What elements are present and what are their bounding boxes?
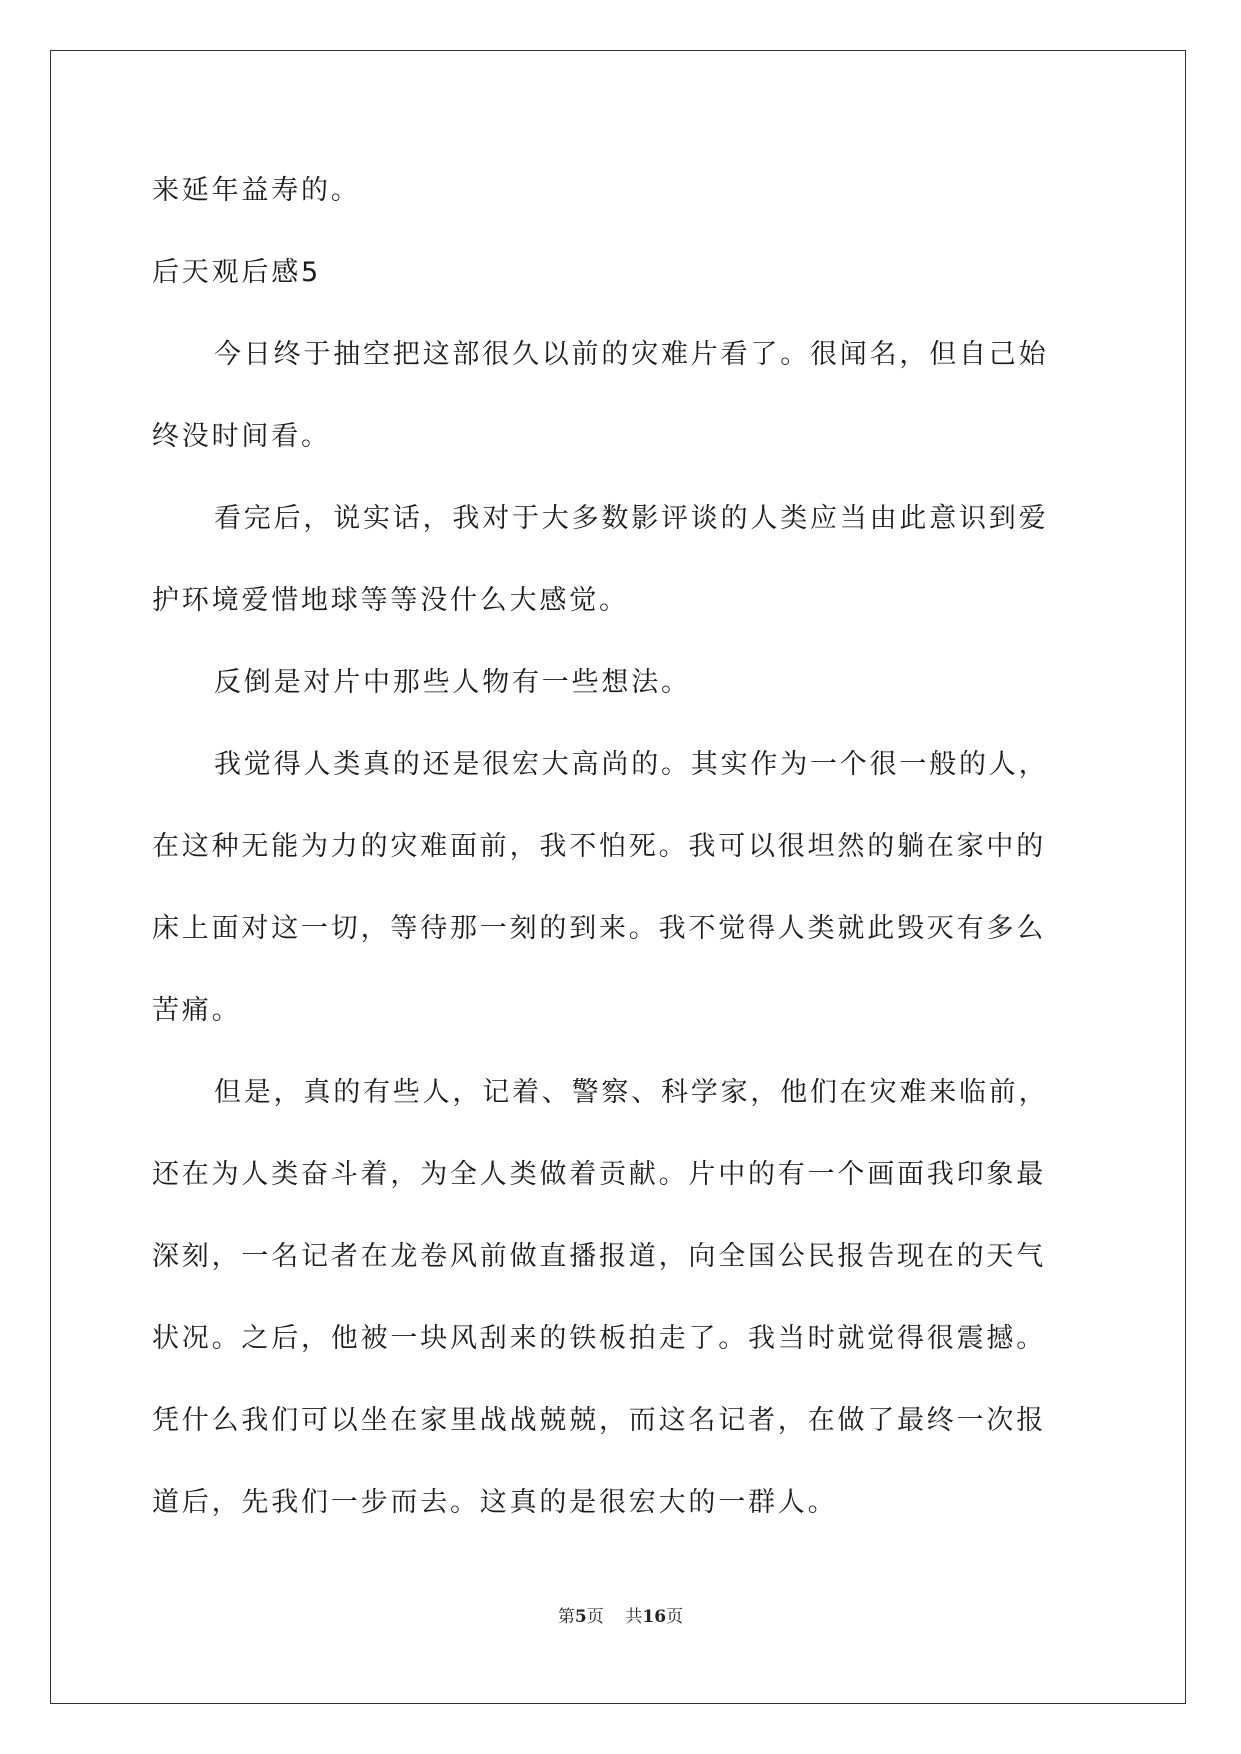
text-line: 床上面对这一切，等待那一刻的到来。我不觉得人类就此毁灭有多么: [152, 913, 1046, 944]
section-heading: 后天观后感5: [152, 257, 321, 288]
text-line: 道后，先我们一步而去。这真的是很宏大的一群人。: [152, 1487, 838, 1518]
page-suffix: 页: [586, 1607, 604, 1627]
document-body: [152, 150, 1088, 1544]
total-pages: 16: [642, 1607, 667, 1627]
text-line: 今日终于抽空把这部很久以前的灾难片看了。很闻名，但自己始: [214, 339, 1049, 370]
text-line: 在这种无能为力的灾难面前，我不怕死。我可以很坦然的躺在家中的: [152, 831, 1046, 862]
total-suffix: 页: [666, 1607, 684, 1627]
text-line: 还在为人类奋斗着，为全人类做着贡献。片中的有一个画面我印象最: [152, 1159, 1046, 1190]
text-line: 护环境爱惜地球等等没什么大感觉。: [152, 585, 629, 616]
text-line: 我觉得人类真的还是很宏大高尚的。其实作为一个很一般的人，: [214, 749, 1049, 780]
text-line: 苦痛。: [152, 995, 242, 1026]
text-line: 凭什么我们可以坐在家里战战兢兢，而这名记者，在做了最终一次报: [152, 1405, 1046, 1436]
text-line: 终没时间看。: [152, 421, 331, 452]
text-line: 状况。之后，他被一块风刮来的铁板拍走了。我当时就觉得很震撼。: [152, 1323, 1046, 1354]
text-line: 看完后，说实话，我对于大多数影评谈的人类应当由此意识到爱: [214, 503, 1049, 534]
text-line: 深刻，一名记者在龙卷风前做直播报道，向全国公民报告现在的天气: [152, 1241, 1046, 1272]
page-footer: [0, 1602, 1241, 1627]
text-line: 反倒是对片中那些人物有一些想法。: [214, 667, 691, 698]
page-number: 5: [574, 1607, 587, 1627]
page-prefix: 第: [557, 1607, 575, 1627]
text-line: 但是，真的有些人，记着、警察、科学家，他们在灾难来临前，: [214, 1077, 1049, 1108]
text-line: 来延年益寿的。: [152, 175, 361, 206]
total-prefix: 共: [625, 1607, 643, 1627]
